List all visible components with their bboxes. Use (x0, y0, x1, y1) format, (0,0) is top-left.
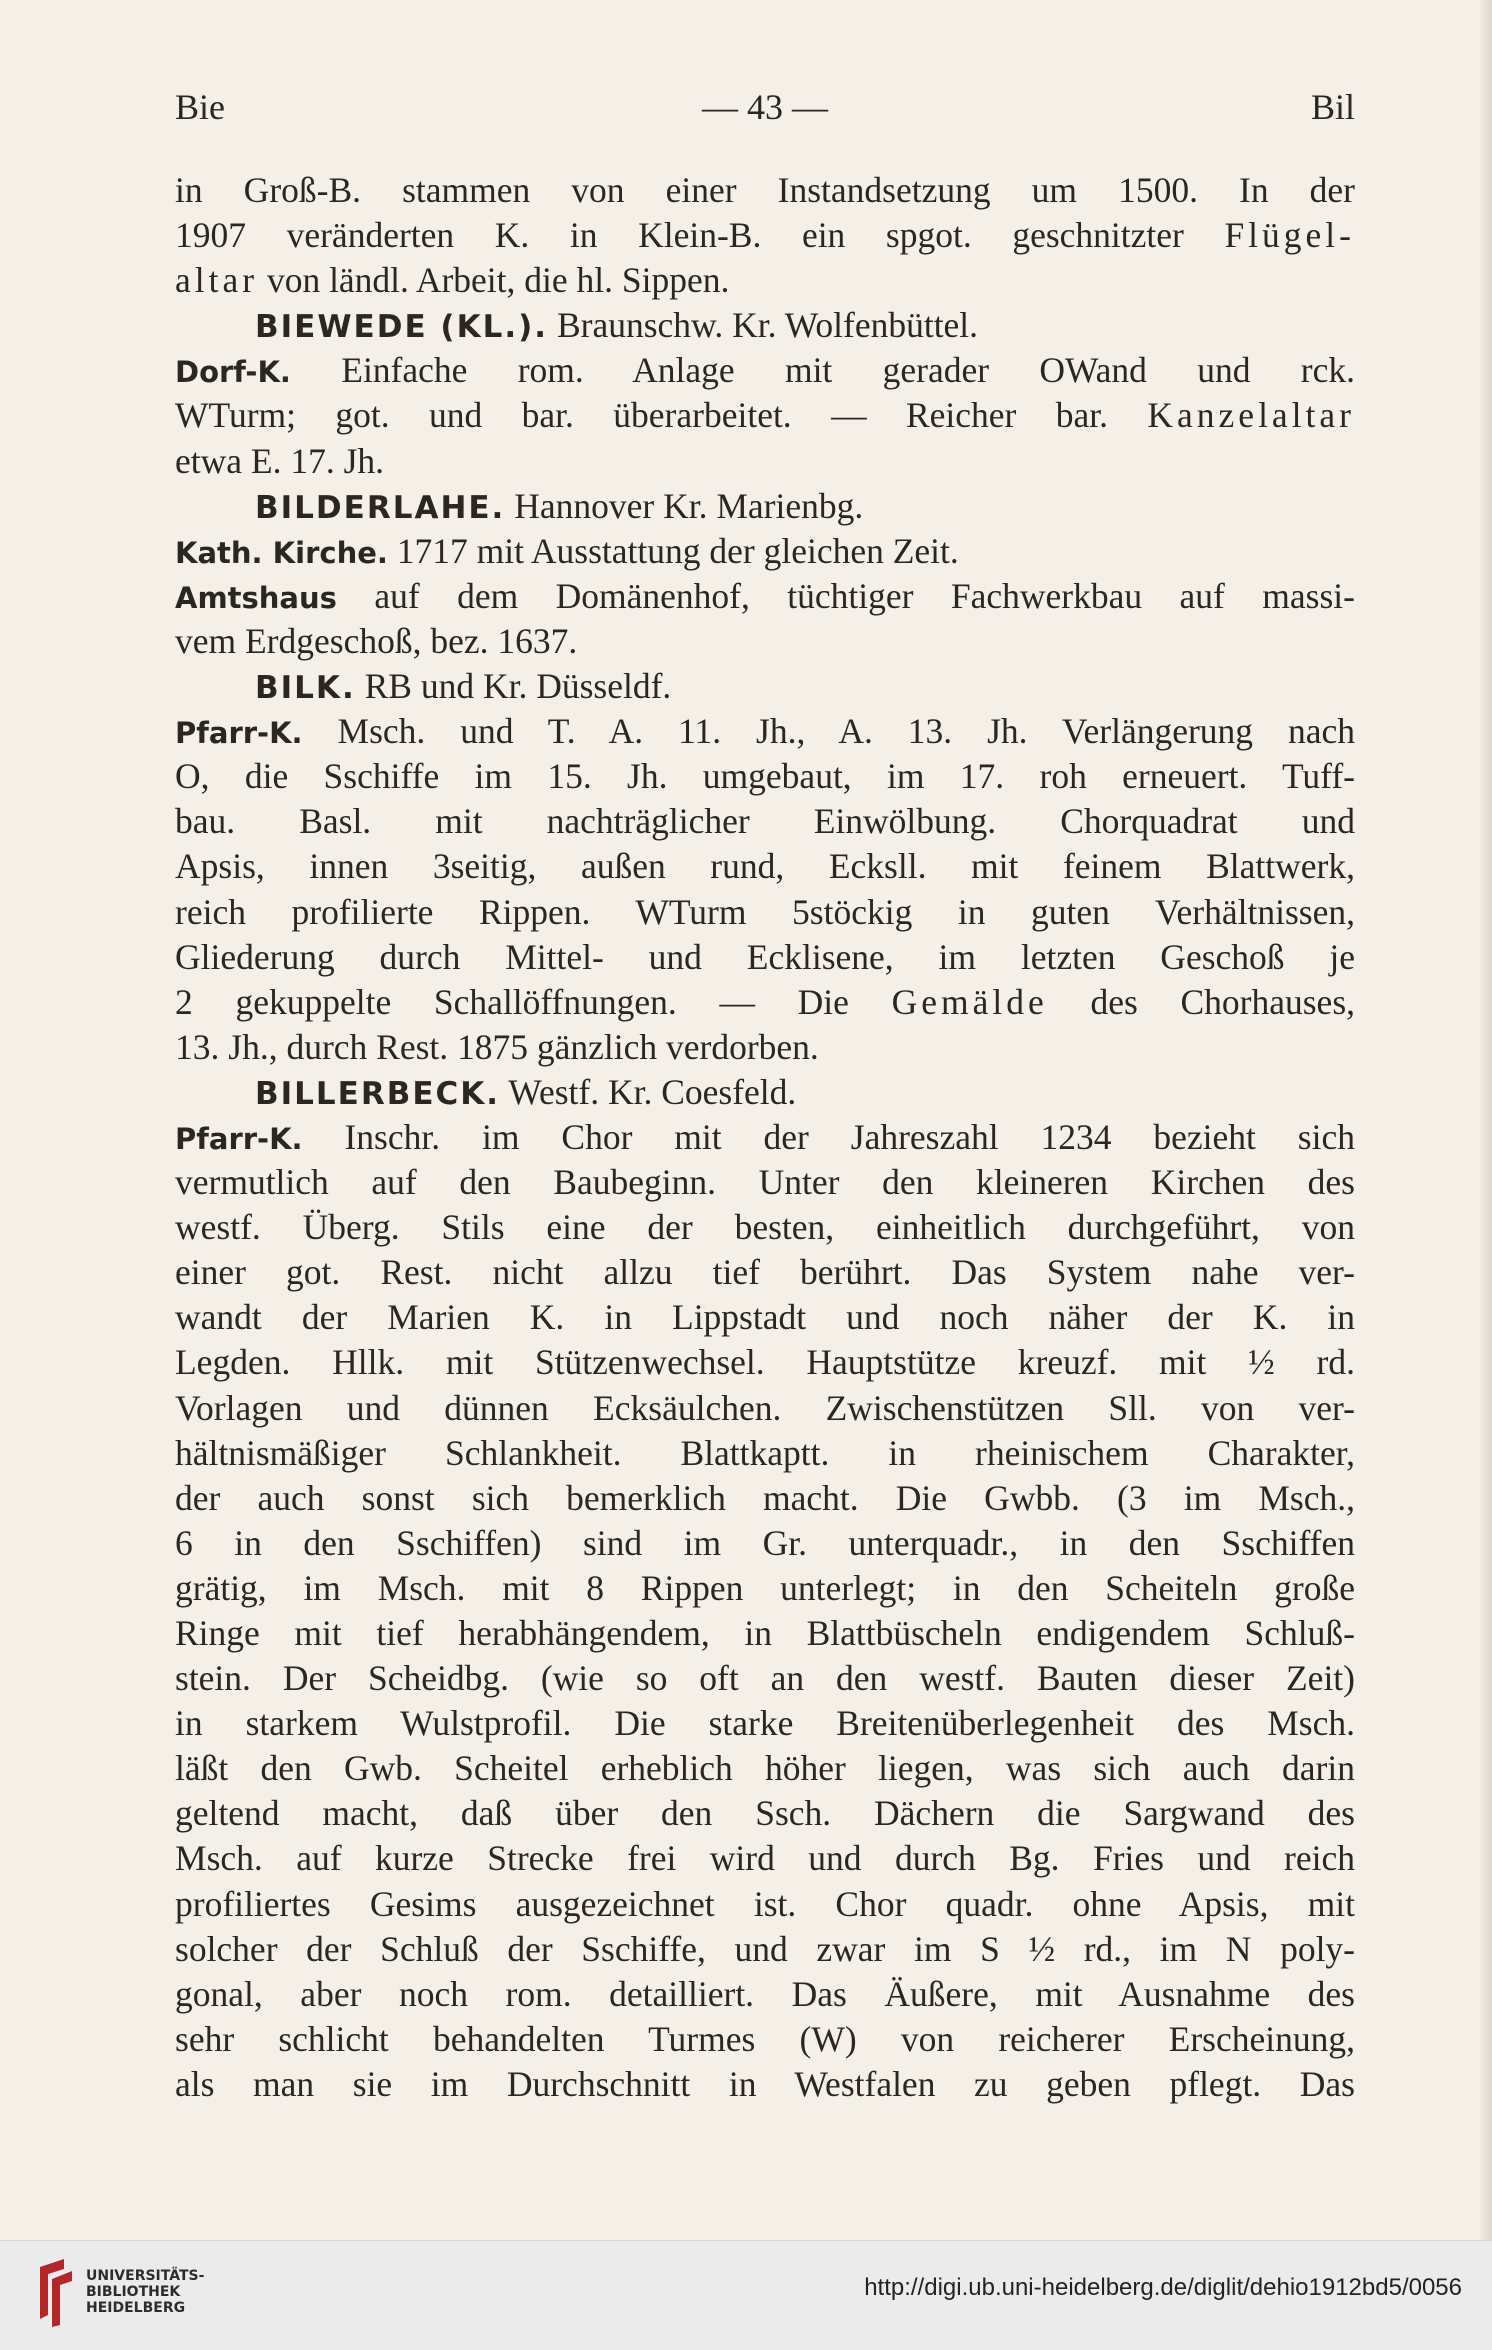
subentry-heading: Kath. Kirche. (175, 535, 388, 570)
text-line (175, 1882, 1355, 1927)
spaced-emphasis: altar (175, 260, 259, 301)
text-run: sehr schlicht behandelten Turmes (W) von reicherer Erscheinung, (175, 2018, 1355, 2059)
text-run: auf dem Domänenhof, tüchtiger Fachwerkbau auf massi- (336, 575, 1355, 616)
text-run: Westf. Kr. Coesfeld. (500, 1071, 797, 1112)
text-run: grätig, im Msch. mit 8 Rippen unterlegt; in den Scheiteln große (175, 1567, 1355, 1608)
text-run: 13. Jh., durch Rest. 1875 gänzlich verdorben. (175, 1026, 819, 1067)
body-text (175, 168, 1355, 2107)
text-line (175, 2017, 1355, 2062)
text-line (175, 439, 1355, 484)
text-run: Apsis, innen 3seitig, außen rund, Ecksll. mit feinem Blattwerk, (175, 846, 1355, 887)
text-line (175, 1791, 1355, 1836)
text-line (175, 1611, 1355, 1656)
text-line (175, 213, 1355, 258)
text-run: solcher der Schluß der Sschiffe, und zwar im S ½ rd., im N poly- (175, 1928, 1355, 1969)
page-edge-shadow (1478, 0, 1492, 2240)
subentry-heading: Dorf-K. (175, 355, 291, 390)
text-run: bau. Basl. mit nachträglicher Einwölbung. Chorquadrat und (175, 801, 1355, 842)
text-line (175, 1656, 1355, 1701)
text-run: westf. Überg. Stils eine der besten, einheitlich durchgeführt, von (175, 1207, 1355, 1248)
text-line (175, 393, 1355, 438)
text-line (175, 2062, 1355, 2107)
text-line (175, 844, 1355, 889)
logo-line-2: BIBLIOTHEK (86, 2284, 181, 2300)
spaced-emphasis: Gemälde (891, 981, 1048, 1022)
subentry-heading: Amtshaus (175, 580, 337, 615)
text-run: Gliederung durch Mittel- und Ecklisene, im letzten Geschoß je (175, 936, 1355, 977)
library-logo-text (86, 2268, 204, 2316)
entry-heading: BILDERLAHE. (255, 489, 506, 526)
entry-heading: BILLERBECK. (255, 1075, 501, 1112)
text-run: hältnismäßiger Schlankheit. Blattkaptt. in rheinischem Charakter, (175, 1432, 1355, 1473)
text-run: 2 gekuppelte Schallöffnungen. — Die (175, 981, 892, 1022)
text-run: gonal, aber noch rom. detailliert. Das Äußere, mit Ausnahme des (175, 1973, 1355, 2014)
text-run: Vorlagen und dünnen Ecksäulchen. Zwischenstützen Sll. von ver- (175, 1387, 1355, 1428)
logo-line-3: HEIDELBERG (86, 2300, 186, 2316)
text-line (175, 168, 1355, 213)
text-run: stein. Der Scheidbg. (wie so oft an den westf. Bauten dieser Zeit) (175, 1658, 1355, 1699)
running-head-right: Bil (1310, 87, 1355, 127)
text-line (175, 1746, 1355, 1791)
text-line (175, 1521, 1355, 1566)
text-run: Einfache rom. Anlage mit gerader OWand und rck. (290, 350, 1355, 391)
subentry-heading: Pfarr-K. (175, 1121, 303, 1156)
text-run: läßt den Gwb. Scheitel erheblich höher liegen, was sich auch darin (175, 1748, 1355, 1789)
text-line (175, 1160, 1355, 1205)
text-line (175, 258, 1355, 303)
text-line (175, 664, 1355, 709)
text-run: reich profilierte Rippen. WTurm 5stöckig in guten Verhältnissen, (175, 891, 1355, 932)
text-run: vem Erdgeschoß, bez. 1637. (175, 620, 578, 661)
running-head-left: Bie (175, 87, 225, 127)
text-run: Legden. Hllk. mit Stützenwechsel. Hauptstütze kreuzf. mit ½ rd. (175, 1342, 1355, 1383)
source-url-link[interactable]: http://digi.ub.uni-heidelberg.de/diglit/dehio1912bd5/0056 (864, 2274, 1462, 2301)
text-run: 1907 veränderten K. in Klein-B. ein spgot. geschnitzter (175, 215, 1225, 256)
text-line (175, 1205, 1355, 1250)
subentry-heading: Pfarr-K. (175, 716, 303, 751)
spaced-emphasis: Kanzelaltar (1147, 395, 1355, 436)
text-run: in starkem Wulstprofil. Die starke Breitenüberlegenheit des Msch. (175, 1703, 1355, 1744)
text-line (175, 574, 1355, 619)
text-line (175, 484, 1355, 529)
text-line (175, 1340, 1355, 1385)
text-line (175, 1250, 1355, 1295)
text-run: geltend macht, daß über den Ssch. Dächern die Sargwand des (175, 1793, 1355, 1834)
text-run: 6 in den Sschiffen) sind im Gr. unterquadr., in den Sschiffen (175, 1522, 1355, 1563)
text-line (175, 709, 1355, 754)
text-run: O, die Sschiffe im 15. Jh. umgebaut, im 17. roh erneuert. Tuff- (175, 756, 1355, 797)
page-number: — 43 — (702, 87, 828, 127)
text-line (175, 799, 1355, 844)
text-run: einer got. Rest. nicht allzu tief berührt. Das System nahe ver- (175, 1252, 1355, 1293)
text-line (175, 1070, 1355, 1115)
text-line (175, 1836, 1355, 1881)
running-head (175, 86, 1355, 136)
text-line (175, 1701, 1355, 1746)
text-run: als man sie im Durchschnitt in Westfalen zu geben pflegt. Das (175, 2063, 1355, 2104)
text-run: der auch sonst sich bemerklich macht. Die Gwbb. (3 im Msch., (175, 1477, 1355, 1518)
text-line (175, 1476, 1355, 1521)
text-run: Ringe mit tief herabhängendem, in Blattbüscheln endigendem Schluß- (175, 1613, 1355, 1653)
text-run: WTurm; got. und bar. überarbeitet. — Reicher bar. (175, 395, 1148, 436)
text-run: des Chorhauses, (1047, 981, 1355, 1022)
library-logo-icon (34, 2255, 78, 2331)
text-line (175, 619, 1355, 664)
text-line (175, 1295, 1355, 1340)
text-run: in Groß-B. stammen von einer Instandsetzung um 1500. In der (175, 170, 1355, 210)
text-line (175, 754, 1355, 799)
text-line (175, 529, 1355, 574)
text-run: Inschr. im Chor mit der Jahreszahl 1234 bezieht sich (302, 1116, 1355, 1157)
text-line (175, 890, 1355, 935)
text-run: Braunschw. Kr. Wolfenbüttel. (548, 305, 979, 346)
logo-line-1: UNIVERSITÄTS- (86, 2268, 205, 2284)
text-line (175, 1431, 1355, 1476)
text-line (175, 1566, 1355, 1611)
text-run: RB und Kr. Düsseldf. (355, 666, 672, 707)
text-run: profiliertes Gesims ausgezeichnet ist. Chor quadr. ohne Apsis, mit (175, 1883, 1355, 1924)
text-line (175, 980, 1355, 1025)
text-line (175, 1115, 1355, 1160)
entry-heading: BILK. (255, 670, 356, 707)
text-line (175, 935, 1355, 980)
spaced-emphasis: Flügel- (1224, 215, 1355, 256)
text-run: Hannover Kr. Marienbg. (505, 485, 864, 526)
text-run: Msch. und T. A. 11. Jh., A. 13. Jh. Verlängerung nach (302, 711, 1355, 752)
entry-heading: BIEWEDE (KL.). (255, 309, 549, 346)
text-run: vermutlich auf den Baubeginn. Unter den kleineren Kirchen des (175, 1162, 1355, 1203)
text-run: von ländl. Arbeit, die hl. Sippen. (258, 260, 730, 301)
text-run: wandt der Marien K. in Lippstadt und noch näher der K. in (175, 1297, 1355, 1338)
text-line (175, 1927, 1355, 1972)
text-line (175, 303, 1355, 348)
text-run: Msch. auf kurze Strecke frei wird und durch Bg. Fries und reich (175, 1838, 1355, 1879)
text-line (175, 1972, 1355, 2017)
text-line (175, 1025, 1355, 1070)
text-line (175, 348, 1355, 393)
text-run: etwa E. 17. Jh. (175, 440, 385, 481)
text-run: 1717 mit Ausstattung der gleichen Zeit. (387, 530, 959, 571)
text-line (175, 1386, 1355, 1431)
